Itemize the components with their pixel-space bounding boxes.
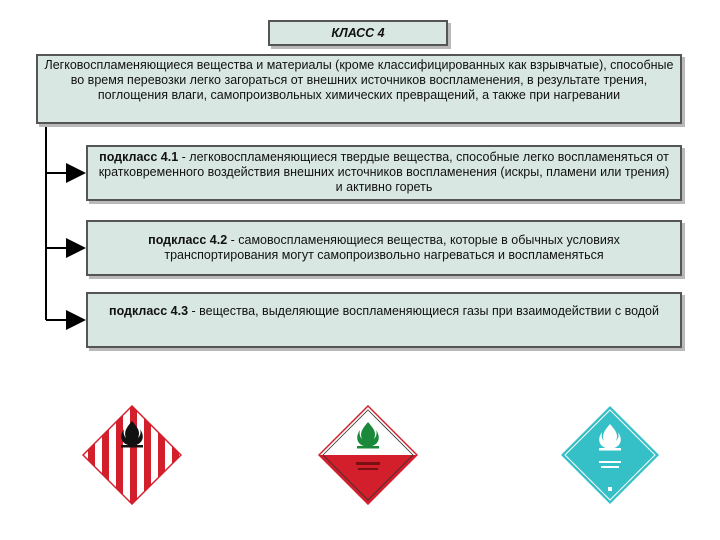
subclass-label: подкласс 4.3 — [109, 304, 189, 318]
hazard-placard-4-3 — [560, 405, 660, 505]
class-title-box — [268, 20, 448, 46]
subclass-4-2-box — [86, 220, 682, 276]
subclass-4-3-box — [86, 292, 682, 348]
subclass-text: - легковоспламеняющиеся твердые вещества, способные легко воспламеняться от кратковременного воздействия внешних источников воспламенения (искры, пламени или трения) и активно гореть — [98, 150, 670, 194]
class-description-box — [36, 54, 682, 124]
subclass-4-1-box — [86, 145, 682, 201]
subclass-label: подкласс 4.1 — [99, 150, 179, 164]
class-title: КЛАСС 4 — [331, 26, 385, 40]
hazard-placard-4-1 — [82, 405, 182, 505]
subclass-text: - вещества, выделяющие воспламеняющиеся газы при взаимодействии с водой — [188, 304, 659, 318]
hazard-placard-4-2 — [318, 405, 418, 505]
class-description: Легковоспламеняющиеся вещества и материалы (кроме классифицированных как взрывчатые), способные во время перевозки легко загораться от внешних источников воспламенения, в результате трения, поглощения влаги, самопроизвольных химических превращений, а также при нагревании — [44, 58, 674, 102]
subclass-label: подкласс 4.2 — [148, 233, 228, 247]
subclass-text: - самовоспламеняющиеся вещества, которые в обычных условиях транспортирования могут самопроизвольно нагреваться и воспламеняться — [164, 233, 620, 262]
